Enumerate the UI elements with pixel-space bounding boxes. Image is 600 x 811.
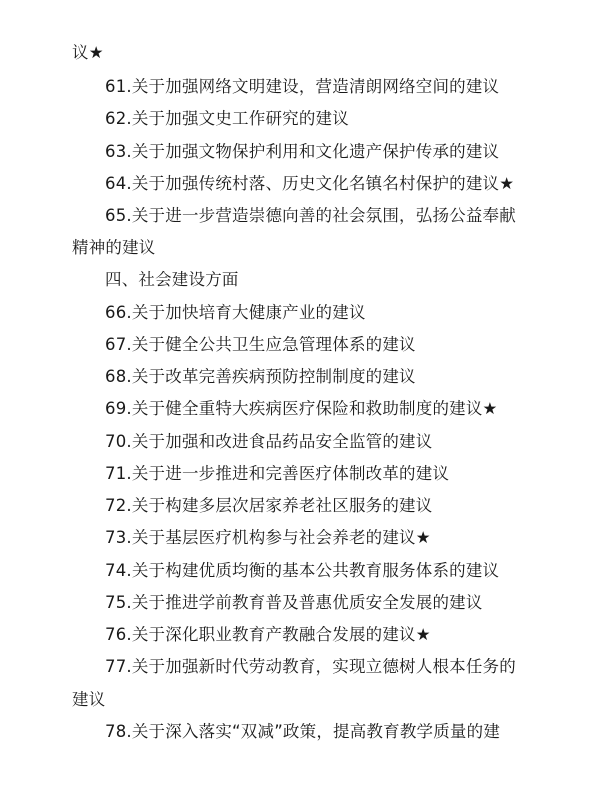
list-item-67: 67.关于健全公共卫生应急管理体系的建议 (105, 335, 416, 354)
list-item-77: 77.关于加强新时代劳动教育，实现立德树人根本任务的 (105, 657, 516, 676)
list-item-75: 75.关于推进学前教育普及普惠优质安全发展的建议 (105, 593, 483, 612)
continued-line: 议★ (72, 43, 104, 62)
list-item-74: 74.关于构建优质均衡的基本公共教育服务体系的建议 (105, 561, 500, 580)
section-heading: 四、社会建设方面 (105, 270, 239, 289)
list-item-63: 63.关于加强文物保护利用和文化遗产保护传承的建议 (105, 142, 500, 161)
list-item-76: 76.关于深化职业教育产教融合发展的建议★ (105, 625, 431, 644)
list-item-72: 72.关于构建多层次居家养老社区服务的建议 (105, 496, 433, 515)
list-item-68: 68.关于改革完善疾病预防控制制度的建议 (105, 367, 416, 386)
list-item-73: 73.关于基层医疗机构参与社会养老的建议★ (105, 528, 431, 547)
list-item-66: 66.关于加快培育大健康产业的建议 (105, 303, 366, 322)
list-item-64: 64.关于加强传统村落、历史文化名镇名村保护的建议★ (105, 174, 515, 193)
list-item-70: 70.关于加强和改进食品药品安全监管的建议 (105, 432, 433, 451)
list-item-65: 65.关于进一步营造崇德向善的社会氛围，弘扬公益奉献 (105, 206, 516, 225)
list-item-71: 71.关于进一步推进和完善医疗体制改革的建议 (105, 464, 450, 483)
list-item-69: 69.关于健全重特大疾病医疗保险和救助制度的建议★ (105, 399, 498, 418)
list-item-78: 78.关于深入落实“双减”政策，提高教育教学质量的建 (105, 722, 501, 741)
list-item-77-continued: 建议 (72, 690, 106, 709)
list-item-61: 61.关于加强网络文明建设，营造清朗网络空间的建议 (105, 77, 500, 96)
list-item-65-continued: 精神的建议 (72, 238, 156, 257)
list-item-62: 62.关于加强文史工作研究的建议 (105, 109, 349, 128)
